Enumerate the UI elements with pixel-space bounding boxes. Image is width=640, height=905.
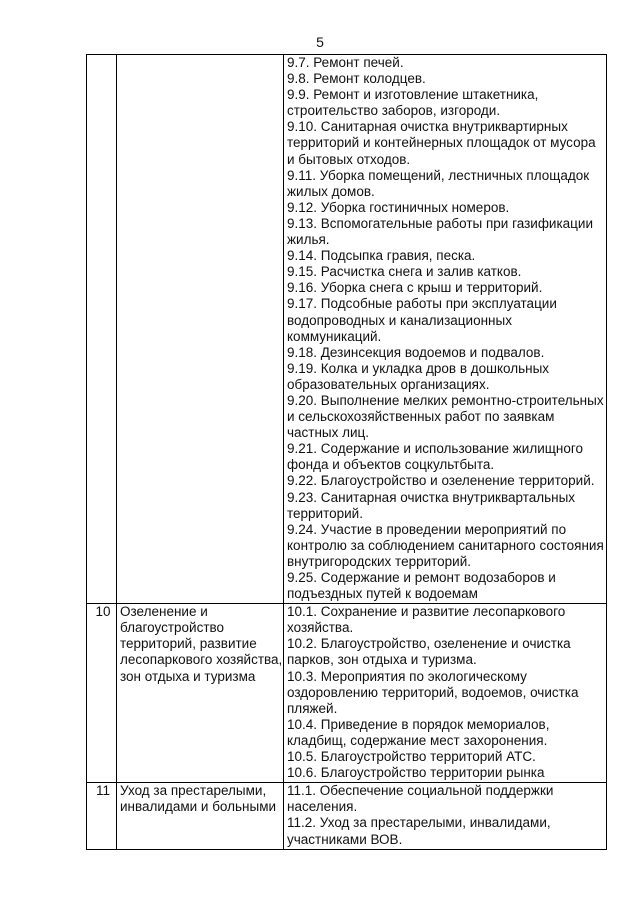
table-row: [87, 55, 607, 604]
page-number: 5: [316, 34, 324, 50]
work-item: 9.8. Ремонт колодцев.: [287, 71, 426, 87]
work-item: 9.10. Санитарная очистка внутриквартирных территорий и контейнерных площадок от мусора и бытовых отходов.: [287, 119, 596, 167]
work-items: [284, 604, 607, 783]
work-item: 10.6. Благоустройство территории рынка: [287, 765, 545, 781]
row-number: 11: [87, 783, 117, 849]
work-item: 9.9. Ремонт и изготовление штакетника, строительство заборов, изгороди.: [287, 87, 539, 119]
work-item: 9.19. Колка и укладка дров в дошкольных образовательных организациях.: [287, 360, 550, 392]
work-item: 9.18. Дезинсекция водоемов и подвалов.: [287, 344, 545, 360]
work-item: 9.14. Подсыпка гравия, песка.: [287, 248, 476, 264]
table-row: [87, 604, 607, 783]
work-item: 9.25. Содержание и ремонт водозаборов и подъездных путей к водоемам: [287, 570, 556, 602]
work-item: 9.15. Расчистка снега и залив катков.: [287, 264, 522, 280]
work-items: [284, 55, 607, 604]
work-item: 9.7. Ремонт печей.: [287, 55, 404, 70]
row-number: [87, 55, 117, 604]
work-item: 11.1. Обеспечение социальной поддержки населения.: [287, 783, 554, 815]
works-table: [86, 54, 607, 850]
work-category: [117, 55, 284, 604]
work-items: [284, 783, 607, 849]
work-item: 10.2. Благоустройство, озеленение и очистка парков, зон отдыха и туризма.: [287, 636, 571, 668]
work-item: 9.12. Уборка гостиничных номеров.: [287, 199, 510, 215]
work-category: Озеленение и благоустройство территорий, развитие лесопаркового хозяйства, зон отдыха и туризма: [117, 604, 284, 783]
work-item: 9.23. Санитарная очистка внутриквартальных территорий.: [287, 489, 576, 521]
work-item: 9.16. Уборка снега с крыш и территорий.: [287, 280, 543, 296]
work-item: 9.21. Содержание и использование жилищного фонда и объектов соцкультбыта.: [287, 441, 583, 473]
work-item: 10.1. Сохранение и развитие лесопаркового хозяйства.: [287, 604, 566, 636]
work-item: 10.3. Мероприятия по экологическому оздоровлению территорий, водоемов, очистка пляжей.: [287, 668, 579, 716]
work-item: 9.22. Благоустройство и озеленение территорий.: [287, 473, 595, 489]
work-item: 10.4. Приведение в порядок мемориалов, кладбищ, содержание мест захоронения.: [287, 716, 550, 748]
work-item: 9.24. Участие в проведении мероприятий по контролю за соблюдением санитарного состояния внутригородских территорий.: [287, 521, 604, 569]
work-item: 9.11. Уборка помещений, лестничных площадок жилых домов.: [287, 167, 590, 199]
table-body: [87, 55, 607, 850]
work-item: 9.20. Выполнение мелких ремонтно-строительных и сельскохозяйственных работ по заявкам частных лиц.: [287, 392, 604, 441]
work-category: Уход за престарелыми, инвалидами и больными: [117, 783, 284, 849]
row-number: 10: [87, 604, 117, 783]
work-item: 10.5. Благоустройство территорий АТС.: [287, 749, 536, 765]
table-row: [87, 783, 607, 849]
work-item: 11.2. Уход за престарелыми, инвалидами, участниками ВОВ.: [287, 815, 551, 847]
work-item: 9.13. Вспомогательные работы при газификации жилья.: [287, 215, 593, 248]
work-item: 9.17. Подсобные работы при эксплуатации водопроводных и канализационных коммуникаций.: [287, 296, 557, 344]
